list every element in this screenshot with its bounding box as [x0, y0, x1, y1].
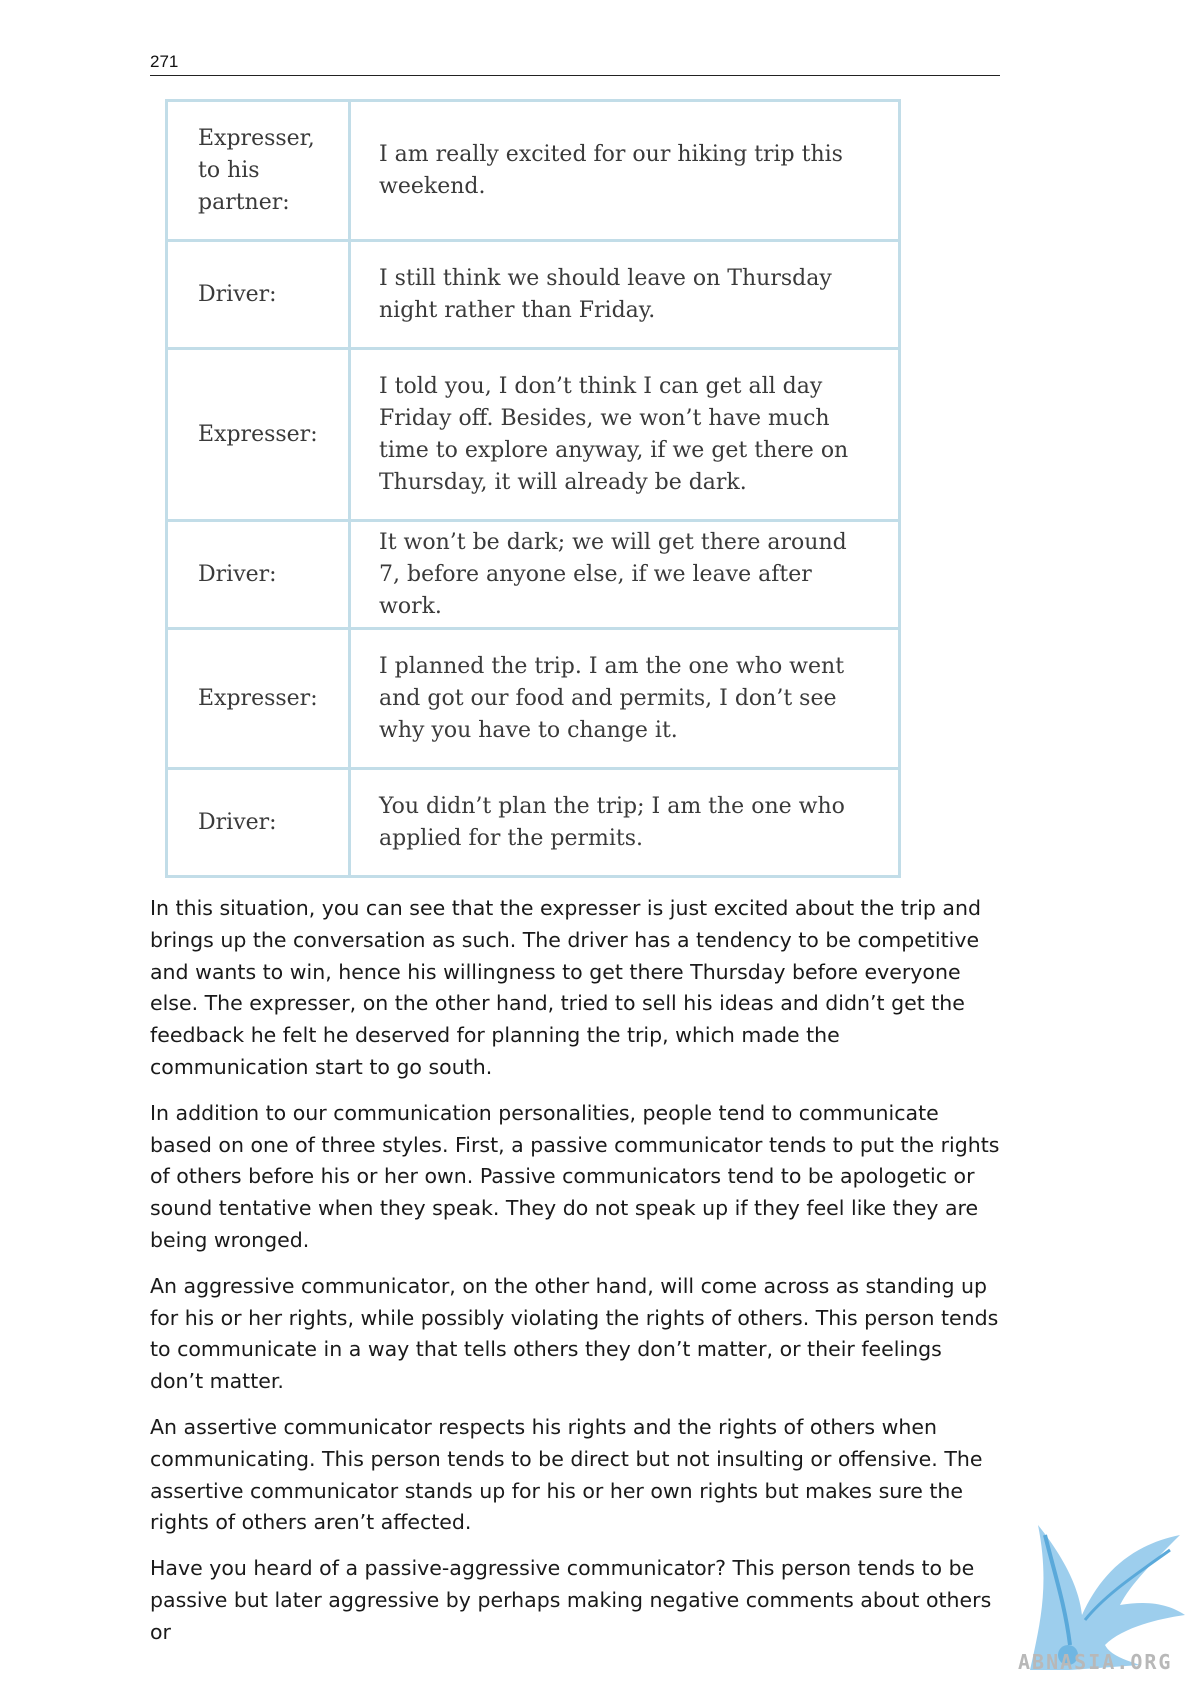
- speaker-cell: Expresser:: [167, 629, 350, 769]
- header-rule: [150, 75, 1000, 76]
- paragraph: An assertive communicator respects his rights and the rights of others when communicating. This person tends to be direct but not insulting or offensive. The assertive communicator stands up for his or her own rights but makes sure the rights of others aren’t affected.: [150, 1414, 983, 1535]
- table-row: [167, 629, 900, 769]
- page-number: 271: [150, 52, 179, 71]
- speaker-cell: Driver:: [167, 241, 350, 349]
- table-row: [167, 241, 900, 349]
- dialogue-cell: You didn’t plan the trip; I am the one who applied for the permits.: [350, 769, 900, 877]
- paragraph: In this situation, you can see that the expresser is just excited about the trip and brings up the conversation as such. The driver has a tendency to be competitive and wants to win, hence his willingness to get there Thursday before everyone else. The expresser, on the other hand, tried to sell his ideas and didn’t get the feedback he felt he deserved for planning the trip, which made the communication start to go south.: [150, 896, 981, 1079]
- speaker-cell: Driver:: [167, 521, 350, 629]
- dialogue-cell: I am really excited for our hiking trip this weekend.: [350, 101, 900, 241]
- table-row: [167, 101, 900, 241]
- speaker-cell: Expresser, to his partner:: [167, 101, 350, 241]
- dialogue-cell: It won’t be dark; we will get there around 7, before anyone else, if we leave after work.: [350, 521, 900, 629]
- dialogue-cell: I still think we should leave on Thursday night rather than Friday.: [350, 241, 900, 349]
- watermark-text: ABNASIA.ORG: [1018, 1650, 1173, 1674]
- paragraph: An aggressive communicator, on the other hand, will come across as standing up for his or her rights, while possibly violating the rights of others. This person tends to communicate in a way that tells others they don’t matter, or their feelings don’t matter.: [150, 1273, 999, 1394]
- speaker-cell: Driver:: [167, 769, 350, 877]
- speaker-cell: Expresser:: [167, 349, 350, 521]
- body-text: [150, 893, 1000, 1663]
- paragraph: Have you heard of a passive-aggressive communicator? This person tends to be passive but later aggressive by perhaps making negative comments about others or: [150, 1556, 992, 1644]
- paragraph: In addition to our communication personalities, people tend to communicate based on one of three styles. First, a passive communicator tends to put the rights of others before his or her own. Passive communicators tend to be apologetic or sound tentative when they speak. They do not speak up if they feel like they are being wronged.: [150, 1100, 1000, 1252]
- table-row: [167, 769, 900, 877]
- table-row: [167, 521, 900, 629]
- table-row: [167, 349, 900, 521]
- dialogue-cell: I told you, I don’t think I can get all day Friday off. Besides, we won’t have much time to explore anyway, if we get there on Thursday, it will already be dark.: [350, 349, 900, 521]
- dialogue-cell: I planned the trip. I am the one who went and got our food and permits, I don’t see why you have to change it.: [350, 629, 900, 769]
- dialogue-table: [165, 99, 901, 878]
